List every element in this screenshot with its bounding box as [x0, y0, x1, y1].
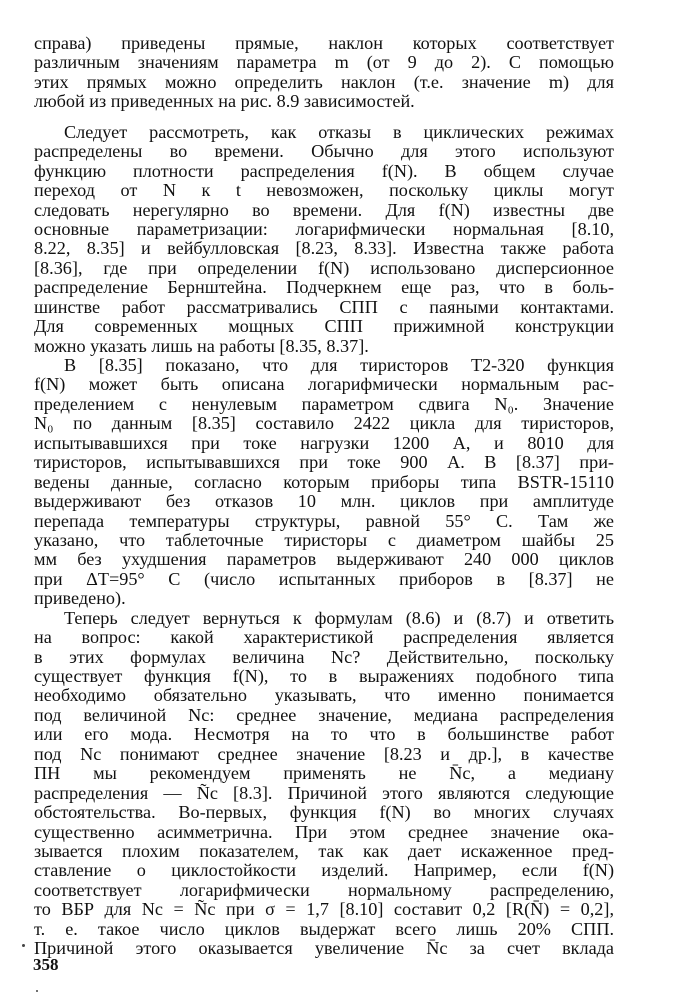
text-line: функцию плотности распределения f(N). В общем случае [34, 160, 614, 181]
text-line: Причиной этого оказывается увеличение N̄c за счет вклада [34, 938, 614, 959]
paragraph-3 [34, 356, 614, 609]
text-line: шинстве работ рассматривались СПП с паяными контактами. [34, 296, 614, 317]
text-line: f(N) может быть описана логарифмически нормальным рас- [34, 374, 614, 395]
text-line: пределением с ненулевым параметром сдвига N₀. Значение [34, 393, 614, 414]
text-line: в этих формулах величина Nc? Действительно, поскольку [34, 646, 614, 667]
page-number: 358 [33, 955, 59, 974]
text-line: или его мода. Несмотря на то что в большинстве работ [34, 724, 614, 745]
text-line: ПН мы рекомендуем применять не N̄c, а медиану [34, 763, 614, 784]
text-line: необходимо обязательно указывать, что именно понимается [34, 685, 614, 706]
text-line: [8.36], где при определении f(N) использовано дисперсионное [34, 257, 614, 278]
text-line: испытывавшихся при токе нагрузки 1200 А, и 8010 для [34, 432, 614, 453]
text-line: под Nc понимают среднее значение [8.23 и др.], в качестве [34, 743, 614, 764]
text-line: различным значениям параметра m (от 9 до 2). С помощью [34, 52, 614, 73]
text-line: соответствует логарифмически нормальному распределению, [34, 879, 614, 900]
text-line: зывается плохим показателем, так как дает искаженное пред- [34, 840, 614, 861]
text-line: то ВБР для Nc = Ñc при σ = 1,7 [8.10] составит 0,2 [R(N̄) = 0,2], [34, 899, 614, 920]
text-line: на вопрос: какой характеристикой распределения является [34, 627, 614, 648]
text-line: основные параметризации: логарифмически нормальная [8.10, [34, 218, 614, 239]
text-line: любой из приведенных на рис. 8.9 зависимостей. [34, 91, 415, 112]
text-line: можно указать лишь на работы [8.35, 8.37]. [34, 335, 369, 356]
text-line: выдерживают без отказов 10 млн. циклов при амплитуде [34, 491, 614, 512]
text-line: существует функция f(N), то в выражениях подобного типа [34, 666, 614, 686]
paragraph-2 [34, 123, 614, 356]
text-line: этих прямых можно определить наклон (т.е. значение m) для [34, 71, 614, 92]
text-line: существенно асимметрична. При этом среднее значение ока- [34, 821, 614, 842]
text-line: следовать нерегулярно во времени. Для f(N) известны две [34, 199, 614, 220]
text-line: N₀ по данным [8.35] составило 2422 цикла для тиристоров, [34, 413, 614, 434]
text-line: ведены данные, согласно которым приборы типа BSTR-15110 [34, 471, 614, 492]
text-line: Для современных мощных СПП прижимной конструкции [34, 316, 614, 337]
text-line: В [8.35] показано, что для тиристоров Т2-320 функция [64, 355, 614, 375]
text-line: ставление о циклостойкости изделий. Например, если f(N) [34, 860, 614, 881]
text-line: тиристоров, испытывавшихся при токе 900 А. В [8.37] при- [34, 452, 614, 473]
text-line: приведено). [34, 588, 126, 609]
text-line: 8.22, 8.35] и вейбулловская [8.23, 8.33]. Известна также работа [34, 238, 614, 259]
text-line: распределения — Ñc [8.3]. Причиной этого являются следующие [34, 782, 614, 803]
text-line: Теперь следует вернуться к формулам (8.6) и (8.7) и ответить [64, 607, 614, 628]
scan-speck [22, 944, 25, 947]
paragraph-1 [34, 34, 614, 112]
text-line: указано, что таблеточные тиристоры с диаметром шайбы 25 [34, 529, 614, 550]
text-line: Следует рассмотреть, как отказы в циклических режимах [64, 121, 614, 142]
text-line: распределены во времени. Обычно для этого используют [34, 141, 614, 162]
text-line: переход от N к t невозможен, поскольку циклы могут [34, 180, 614, 201]
body-text [34, 34, 614, 959]
paragraph-4 [34, 609, 614, 959]
text-line: т. е. такое число циклов выдержат всего лишь 20% СПП. [34, 918, 614, 939]
scan-speck [36, 990, 38, 992]
text-line: под величиной Nc: среднее значение, медиана распределения [34, 704, 614, 725]
text-line: распределение Бернштейна. Подчеркнем еще раз, что в боль- [34, 277, 614, 298]
text-line: перепада температуры структуры, равной 55° С. Там же [34, 510, 614, 531]
text-line: справа) приведены прямые, наклон которых соответствует [34, 33, 614, 53]
text-line: обстоятельства. Во-первых, функция f(N) во многих случаях [34, 802, 614, 823]
text-line: при ΔT=95° С (число испытанных приборов в [8.37] не [34, 568, 614, 589]
text-line: мм без ухудшения параметров выдерживают 240 000 циклов [34, 549, 614, 570]
